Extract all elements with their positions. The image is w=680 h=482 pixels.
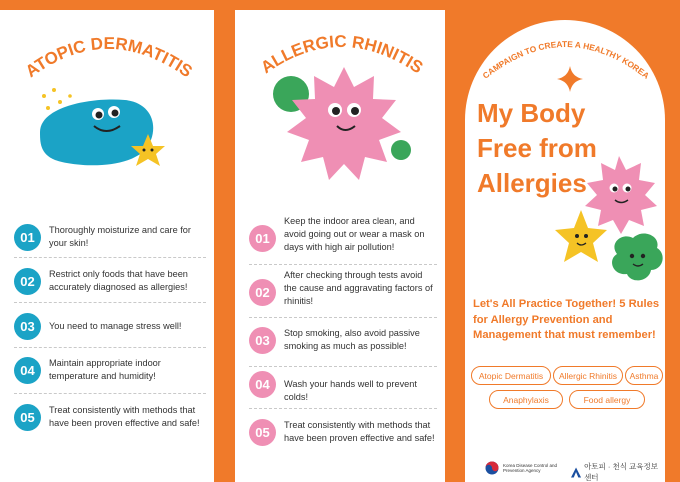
- campaign-text: CAMPAIGN TO CREATE A HEALTHY KOREA: [480, 38, 652, 81]
- rule-number: 05: [14, 404, 41, 431]
- kdca-logo-text: Korea Disease Control and Prevention Agency: [503, 462, 558, 473]
- rule-text: Treat consistently with methods that have been proven effective and safe!: [284, 420, 435, 443]
- rule-item: [14, 357, 206, 384]
- rule-number: 03: [14, 313, 41, 340]
- rule-item: [249, 371, 437, 404]
- rule-item: [14, 313, 206, 340]
- allergy-characters-icon: [551, 148, 665, 298]
- center-logo-text: 아토피 · 천식 교육정보센터: [584, 462, 659, 482]
- blue-blob-character-icon: [30, 82, 180, 182]
- rule-number: 02: [14, 268, 41, 295]
- divider: [249, 408, 437, 409]
- tag-anaphylaxis: Anaphylaxis: [489, 390, 563, 409]
- rule-text: Thoroughly moisturize and care for your skin!: [49, 225, 191, 248]
- rule-text: After checking through tests avoid the cause and aggravating factors of rhinitis!: [284, 270, 433, 306]
- cover-title-line: My Body: [477, 98, 586, 128]
- rule-number: 01: [14, 224, 41, 251]
- tag-atopic-dermatitis: Atopic Dermatitis: [471, 366, 551, 385]
- divider: [14, 347, 206, 348]
- divider: [14, 257, 206, 258]
- rule-number: 01: [249, 225, 276, 252]
- divider: [14, 393, 206, 394]
- rule-item: [249, 215, 437, 254]
- taegeuk-icon: [485, 461, 499, 475]
- rule-text: Wash your hands well to prevent colds!: [284, 379, 417, 402]
- panel2-title: ALLERGIC RHINITIS: [257, 31, 427, 78]
- tag-food-allergy: Food allergy: [569, 390, 645, 409]
- panel1-title: ATOPIC DERMATITIS: [21, 33, 196, 82]
- rule-number: 04: [14, 357, 41, 384]
- cover-title-line: Free from: [477, 133, 597, 163]
- rule-item: [249, 419, 437, 446]
- divider: [14, 302, 206, 303]
- rule-number: 04: [249, 371, 276, 398]
- rule-text: You need to manage stress well!: [49, 321, 182, 331]
- pink-virus-character-icon: [269, 62, 419, 192]
- rule-number: 05: [249, 419, 276, 446]
- svg-text:ATOPIC DERMATITIS: [22, 34, 196, 81]
- rule-item: [14, 224, 206, 251]
- rule-text: Maintain appropriate indoor temperature and humidity!: [49, 358, 161, 381]
- tag-allergic-rhinitis: Allergic Rhinitis: [553, 366, 623, 385]
- cover-subtitle: Let's All Practice Together! 5 Rules for Allergy Prevention and Management that must remember!: [473, 298, 660, 341]
- cover-panel: [465, 20, 665, 482]
- rule-number: 03: [249, 327, 276, 354]
- tag-asthma: Asthma: [625, 366, 663, 385]
- rule-text: Stop smoking, also avoid passive smoking as much as possible!: [284, 328, 420, 351]
- kdca-logo: [485, 461, 565, 475]
- rule-number: 02: [249, 279, 276, 306]
- rule-text: Restrict only foods that have been accurately diagnosed as allergies!: [49, 269, 188, 292]
- divider: [249, 317, 437, 318]
- sparkle-icon: [557, 66, 583, 92]
- rule-item: [14, 404, 206, 431]
- divider: [249, 366, 437, 367]
- rule-item: [249, 269, 437, 308]
- center-logo-icon: [571, 467, 581, 478]
- cover-title-line: Allergies: [477, 168, 587, 198]
- atopy-center-logo: [571, 461, 665, 482]
- atopic-dermatitis-panel: [0, 10, 214, 482]
- allergic-rhinitis-panel: [235, 10, 445, 482]
- rule-item: [14, 268, 206, 295]
- rule-item: [249, 327, 437, 354]
- rule-text: Treat consistently with methods that have been proven effective and safe!: [49, 405, 200, 428]
- rule-text: Keep the indoor area clean, and avoid going out or wear a mask on days with high air pollution!: [284, 216, 425, 252]
- divider: [249, 264, 437, 265]
